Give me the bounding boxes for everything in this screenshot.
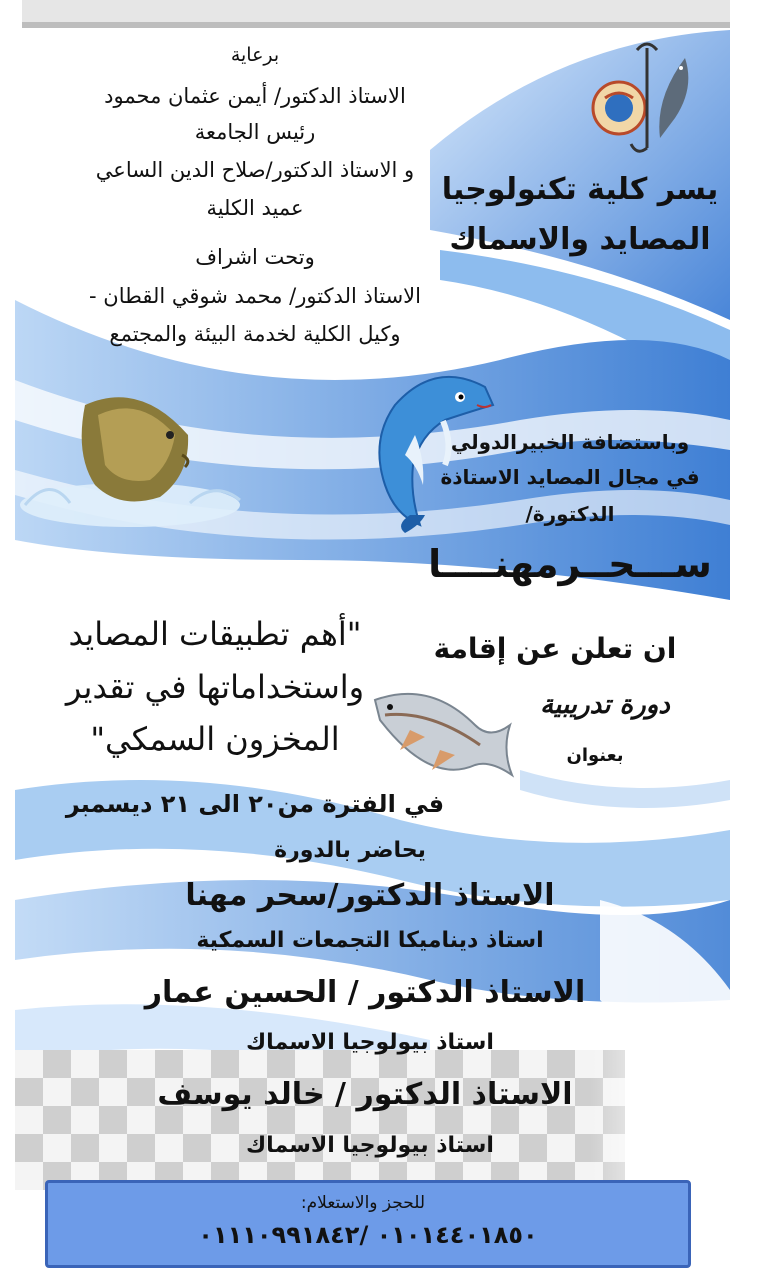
lecturer-1-name: الاستاذ الدكتور/سحر مهنا bbox=[185, 878, 555, 913]
carp-splash-image bbox=[10, 385, 250, 535]
patronage-heading: برعاية bbox=[230, 44, 280, 66]
contact-phones: ٠١٠١٤٤٠١٨٥٠ /٠١١١٠٩٩١٨٤٢ bbox=[198, 1221, 538, 1249]
course-period: في الفترة من٢٠ الى ٢١ ديسمبر bbox=[65, 790, 445, 818]
supervisor-name: الاستاذ الدكتور/ محمد شوقي القطان - bbox=[89, 284, 421, 308]
faculty-line-1: يسر كلية تكنولوجيا bbox=[441, 172, 719, 207]
announcement-line-3: بعنوان bbox=[566, 745, 624, 766]
patron-1-role: رئيس الجامعة bbox=[194, 120, 316, 144]
course-title-line-1: "أهم تطبيقات المصايد bbox=[68, 615, 362, 653]
course-title-line-2: واستخداماتها في تقدير bbox=[65, 668, 365, 706]
guest-line-3: الدكتورة/ bbox=[525, 502, 615, 526]
course-title-line-3: المخزون السمكي" bbox=[90, 720, 340, 758]
contact-label: للحجز والاستعلام: bbox=[300, 1193, 426, 1213]
announcement-line-1: ان تعلن عن إقامة bbox=[433, 632, 677, 665]
supervisor-role: وكيل الكلية لخدمة البيئة والمجتمع bbox=[109, 322, 401, 346]
lecturer-2-name: الاستاذ الدكتور / الحسين عمار bbox=[144, 975, 586, 1010]
faculty-logo-icon bbox=[585, 38, 705, 158]
lecturers-heading: يحاضر بالدورة bbox=[274, 838, 426, 863]
lecturer-3-name: الاستاذ الدكتور / خالد يوسف bbox=[157, 1077, 573, 1112]
patron-2-role: عميد الكلية bbox=[206, 196, 304, 220]
lecturer-3-title: استاذ بيولوجيا الاسماك bbox=[246, 1133, 494, 1158]
patron-1-name: الاستاذ الدكتور/ أيمن عثمان محمود bbox=[104, 84, 406, 108]
guest-line-2: في مجال المصايد الاستاذة bbox=[440, 465, 700, 489]
lecturer-1-title: استاذ ديناميكا التجمعات السمكية bbox=[196, 928, 544, 953]
guest-line-1: وباستضافة الخبيرالدولي bbox=[450, 430, 690, 454]
checker-pattern bbox=[15, 1050, 625, 1190]
contact-box bbox=[45, 1180, 691, 1268]
announcement-line-2: دورة تدريبية bbox=[540, 690, 670, 720]
guest-name: ســـحــرمهنــــا bbox=[428, 542, 712, 586]
patron-2-name: و الاستاذ الدكتور/صلاح الدين الساعي bbox=[95, 158, 415, 182]
lecturer-2-title: استاذ بيولوجيا الاسماك bbox=[246, 1030, 494, 1055]
faculty-line-2: المصايد والاسماك bbox=[449, 222, 711, 257]
supervision-heading: وتحت اشراف bbox=[195, 245, 315, 269]
